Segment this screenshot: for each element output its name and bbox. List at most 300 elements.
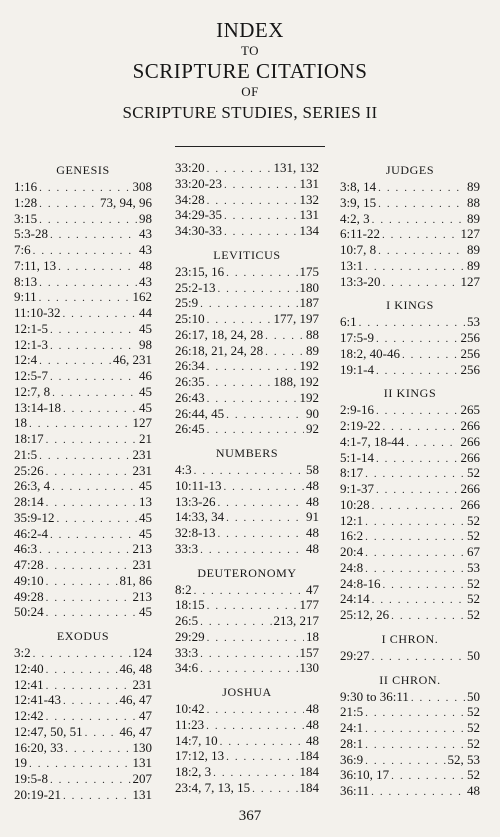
dot-leader [50,528,137,544]
book-heading: II KINGS [383,386,437,401]
dot-leader [217,527,304,543]
entry-pages: 73, 94, 96 [100,194,152,210]
entry-pages: 90 [306,405,319,421]
entry-reference: 12:1-5 [14,320,48,336]
entry-pages: 43 [139,226,152,242]
entry-pages: 48 [306,716,319,732]
dot-leader [371,785,465,801]
book-heading: NUMBERS [215,446,279,460]
index-entry [14,604,152,620]
entry-pages: 184 [299,748,319,764]
entry-pages: 48 [306,477,319,493]
index-entry [340,481,480,497]
entry-reference: 46:2-4 [14,525,48,541]
entry-pages: 134 [299,223,319,238]
dot-leader [406,436,458,452]
index-entry [175,327,319,343]
entry-pages: 48 [306,732,319,748]
entry-reference: 12:5-7 [14,368,48,383]
index-entry [175,701,319,717]
dot-leader [382,578,465,594]
dot-leader [50,773,131,789]
index-entry [14,526,152,542]
index-entry [340,274,480,290]
dot-leader [207,703,304,719]
entry-reference: 18:2, 40-46 [340,345,400,361]
entry-reference: 46:3 [14,541,38,557]
index-entry [175,478,319,494]
entry-pages: 231 [132,676,152,692]
dot-leader [365,467,465,483]
index-entry [175,509,319,525]
entry-reference: 29:27 [340,647,370,663]
entry-pages: 13 [139,494,152,509]
index-entry [340,450,480,466]
entry-pages: 89 [467,179,480,194]
entry-pages: 48 [306,701,319,716]
entry-reference: 4:3 [175,462,192,477]
entry-pages: 46 [139,368,152,383]
dot-leader [33,647,131,663]
dot-leader [372,499,459,515]
index-entry [175,192,319,208]
entry-reference: 35:9-12 [14,509,55,525]
entry-reference: 33:3 [175,540,199,556]
entry-reference: 5:1-14 [340,449,374,465]
entry-reference: 7:11, 13 [14,257,57,273]
index-entry [14,384,152,400]
entry-reference: 25:2-13 [175,279,216,295]
index-entry [14,352,152,368]
index-entry [340,591,480,607]
dot-leader [46,559,131,575]
index-entry [175,597,319,613]
entry-pages: 266 [460,481,480,496]
index-entry [175,160,319,176]
entry-pages: 52 [467,704,480,720]
dot-leader [217,282,297,298]
index-entry [340,648,480,664]
entry-pages: 47 [139,708,152,723]
index-entry [340,242,480,258]
dot-leader [359,316,465,332]
dot-leader [391,769,465,785]
dot-leader [52,386,137,402]
index-entry [175,295,319,311]
index-entry [175,462,319,478]
entry-reference: 28:1 [340,735,364,751]
entry-reference: 12:4 [14,352,38,368]
entry-reference: 26:35 [175,374,205,389]
entry-pages: 187 [299,295,319,311]
index-entry [14,708,152,724]
entry-reference: 20:19-21 [14,786,61,802]
book-heading: JOSHUA [222,685,272,699]
dot-leader [207,423,304,439]
dot-leader [411,691,465,707]
entry-pages: 180 [299,279,319,295]
entry-pages: 18 [306,628,319,644]
entry-pages: 266 [460,418,480,433]
index-entry [14,337,152,353]
index-entry [340,704,480,720]
entry-pages: 43 [139,242,152,257]
index-entry [175,494,319,510]
index-entry [175,660,319,676]
index-entry [14,400,152,416]
entry-reference: 25:10 [175,311,205,326]
book-heading: I KINGS [386,298,434,313]
dot-leader [265,329,304,345]
entry-pages: 98 [139,336,152,352]
entry-reference: 26:3, 4 [14,478,51,494]
dot-leader [378,197,465,213]
entry-pages: 45 [139,478,152,494]
index-entry [340,211,480,227]
entry-pages: 177, 197 [273,311,319,326]
index-entry [14,677,152,693]
dot-leader [39,449,130,465]
index-entry [14,226,152,242]
dot-leader [226,408,304,424]
index-column-2 [175,160,319,796]
dot-leader [365,515,465,531]
entry-pages: 58 [306,462,319,477]
index-entry [175,582,319,598]
dot-leader [402,348,459,364]
dot-leader [376,364,459,380]
dot-leader [206,719,304,735]
dot-leader [382,228,459,244]
entry-pages: 131, 132 [273,160,319,175]
entry-reference: 33:20-23 [175,175,222,191]
entry-reference: 1:16 [14,179,38,194]
index-entry [175,311,319,327]
entry-reference: 19:1-4 [340,361,374,377]
dot-leader [365,530,465,546]
entry-pages: 91 [306,509,319,525]
index-entry [340,497,480,513]
entry-pages: 88 [306,326,319,342]
index-entry [14,755,152,771]
index-entry [14,589,152,605]
entry-reference: 2:9-16 [340,402,374,418]
index-entry [175,358,319,374]
entry-reference: 26:34 [175,358,205,374]
book-heading: EXODUS [56,629,110,643]
entry-reference: 34:29-35 [175,207,222,223]
index-entry [340,346,480,362]
dot-leader [62,307,137,323]
index-entry [340,226,480,242]
index-entry [175,207,319,223]
index-entry [340,560,480,576]
entry-reference: 18:15 [175,597,205,613]
entry-pages: 184 [299,764,319,779]
entry-reference: 3:15 [14,210,38,226]
entry-reference: 5:3-28 [14,226,48,242]
index-entry [175,733,319,749]
entry-pages: 48 [306,525,319,540]
entry-reference: 25:12, 26 [340,607,390,622]
entry-reference: 10:11-13 [175,477,222,493]
entry-pages: 266 [460,449,480,465]
entry-reference: 8:13 [14,273,38,289]
entry-reference: 36:11 [340,783,370,798]
dot-leader [223,480,304,496]
dot-leader [39,276,137,292]
dot-leader [226,511,304,527]
index-entry [175,264,319,280]
dot-leader [58,260,137,276]
index-entry [175,374,319,390]
dot-leader [46,465,131,481]
entry-pages: 89 [467,257,480,273]
entry-reference: 11:10-32 [14,305,61,320]
entry-pages: 52 [467,528,480,544]
entry-reference: 10:7, 8 [340,242,377,257]
entry-pages: 231 [132,557,152,572]
dot-leader [207,631,304,647]
entry-pages: 127 [132,415,152,431]
dot-leader [378,181,465,197]
dot-leader [207,376,272,392]
title-to: TO [240,43,260,58]
index-entry [14,431,152,447]
entry-reference: 12:40 [14,660,44,676]
entry-reference: 12:42 [14,708,44,723]
dot-leader [46,496,137,512]
book-heading: GENESIS [56,163,110,177]
dot-leader [365,706,465,722]
dot-leader [365,722,465,738]
index-entry [175,223,319,239]
index-entry [340,767,480,783]
entry-reference: 25:26 [14,462,44,478]
entry-reference: 16:20, 33 [14,739,64,755]
entry-reference: 12:7, 8 [14,383,51,399]
entry-pages: 47 [306,581,319,597]
index-entry [340,576,480,592]
dot-leader [220,735,304,751]
entry-reference: 13:1 [340,257,364,273]
dot-leader [194,584,304,600]
entry-pages: 45 [139,509,152,525]
entry-reference: 33:3 [175,644,199,660]
entry-pages: 256 [460,361,480,377]
entry-reference: 8:17 [340,465,364,481]
title-of: OF [241,84,259,99]
entry-reference: 26:43 [175,389,205,405]
entry-reference: 7:6 [14,242,31,257]
entry-pages: 162 [132,289,152,305]
entry-pages: 45 [139,399,152,415]
index-entry [175,343,319,359]
entry-reference: 18:17 [14,431,44,446]
entry-reference: 19:5-8 [14,771,48,786]
entry-pages: 127 [460,273,480,289]
entry-pages: 44 [139,305,152,320]
entry-pages: 52 [467,591,480,607]
index-entry [340,736,480,752]
book-heading: LEVITICUS [213,247,281,262]
page-number: 367 [238,808,262,824]
entry-reference: 4:2, 3 [340,210,370,226]
entry-pages: 256 [460,345,480,361]
entry-pages: 48 [467,783,480,798]
dot-leader [56,512,137,528]
dot-leader [365,546,465,562]
entry-reference: 29:29 [175,628,205,644]
index-entry [14,645,152,661]
entry-pages: 53 [467,559,480,575]
entry-reference: 19 [14,755,27,771]
entry-reference: 23:4, 7, 13, 15 [175,779,251,795]
entry-reference: 16:2 [340,528,364,544]
index-entry [340,720,480,736]
entry-reference: 12:41 [14,676,44,692]
index-entry [340,689,480,705]
dot-leader [39,543,130,559]
index-entry [14,447,152,463]
entry-pages: 266 [460,433,480,449]
entry-reference: 3:8, 14 [340,179,377,194]
entry-pages: 81, 86 [119,572,152,588]
entry-pages: 124 [132,645,152,660]
entry-reference: 50:24 [14,604,44,620]
dot-leader [226,266,297,282]
dot-leader [200,543,304,559]
entry-pages: 213 [132,588,152,604]
index-entry [340,528,480,544]
index-entry [14,195,152,211]
entry-pages: 131 [299,175,319,191]
entry-reference: 49:28 [14,588,44,604]
entry-reference: 6:1 [340,314,357,330]
entry-pages: 52 [467,767,480,783]
entry-pages: 67 [467,544,480,559]
index-entry [175,176,319,192]
entry-pages: 177 [299,597,319,613]
page-title-block [0,18,500,124]
book-heading: JUDGES [385,163,435,177]
entry-reference: 13:3-20 [340,273,381,289]
entry-reference: 9:1-37 [340,481,374,496]
entry-pages: 92 [306,421,319,437]
dot-leader [378,244,465,260]
index-column-3 [340,160,480,799]
index-entry [340,513,480,529]
entry-reference: 2:19-22 [340,418,381,433]
index-entry [340,402,480,418]
dot-leader [200,662,297,678]
entry-pages: 231 [132,446,152,462]
entry-reference: 13:3-26 [175,493,216,509]
entry-reference: 8:2 [175,581,192,597]
dot-leader [200,615,271,631]
index-entry [175,525,319,541]
entry-pages: 256 [460,330,480,345]
index-entry [14,242,152,258]
entry-pages: 46, 47 [119,723,152,739]
index-entry [340,607,480,623]
dot-leader [224,209,298,225]
index-entry [175,421,319,437]
book-heading: DEUTERONOMY [197,565,297,580]
index-entry [14,415,152,431]
index-entry [14,661,152,677]
index-entry [14,289,152,305]
index-entry [175,629,319,645]
entry-pages: 192 [299,389,319,405]
index-entry [14,258,152,274]
entry-reference: 47:28 [14,557,44,572]
entry-reference: 14:7, 10 [175,732,218,748]
entry-reference: 26:17, 18, 24, 28 [175,326,264,342]
entry-reference: 26:45 [175,421,205,437]
dot-leader [46,575,118,591]
entry-pages: 45 [139,604,152,620]
entry-reference: 24:14 [340,591,370,607]
entry-reference: 17:5-9 [340,330,374,345]
entry-reference: 10:42 [175,701,205,716]
dot-leader [391,609,465,625]
entry-pages: 52 [467,607,480,622]
entry-reference: 34:28 [175,191,205,207]
entry-reference: 9:11 [14,289,37,305]
entry-reference: 1:28 [14,194,38,210]
entry-reference: 28:14 [14,494,44,509]
dot-leader [85,726,118,742]
entry-pages: 265 [460,402,480,418]
entry-pages: 213 [132,541,152,557]
index-entry [340,195,480,211]
entry-pages: 192 [299,358,319,374]
title-scripture-citations: SCRIPTURE CITATIONS [132,59,368,83]
index-entry [14,740,152,756]
dot-leader [65,742,130,758]
index-entry [175,780,319,796]
index-column-1 [14,160,152,803]
index-entry [340,179,480,195]
index-entry [175,748,319,764]
dot-leader [224,225,298,241]
entry-reference: 3:9, 15 [340,194,377,210]
entry-reference: 23:15, 16 [175,263,225,279]
dot-leader [372,213,465,229]
dot-leader [46,606,137,622]
entry-pages: 52 [467,575,480,591]
dot-leader [372,650,465,666]
entry-reference: 10:28 [340,496,370,512]
index-entry [340,330,480,346]
index-entry [14,211,152,227]
entry-reference: 12:41-43 [14,692,61,708]
entry-pages: 45 [139,383,152,399]
entry-reference: 13:14-18 [14,399,61,415]
index-entry [175,764,319,780]
entry-pages: 45 [139,320,152,336]
book-heading: II CHRON. [379,672,441,687]
entry-reference: 18:2, 3 [175,764,212,779]
entry-reference: 12:47, 50, 51 [14,723,83,739]
index-entry [340,314,480,330]
index-entry [14,179,152,195]
entry-reference: 18 [14,415,27,431]
dot-leader [52,480,137,496]
dot-leader [265,345,304,361]
dot-leader [50,228,137,244]
